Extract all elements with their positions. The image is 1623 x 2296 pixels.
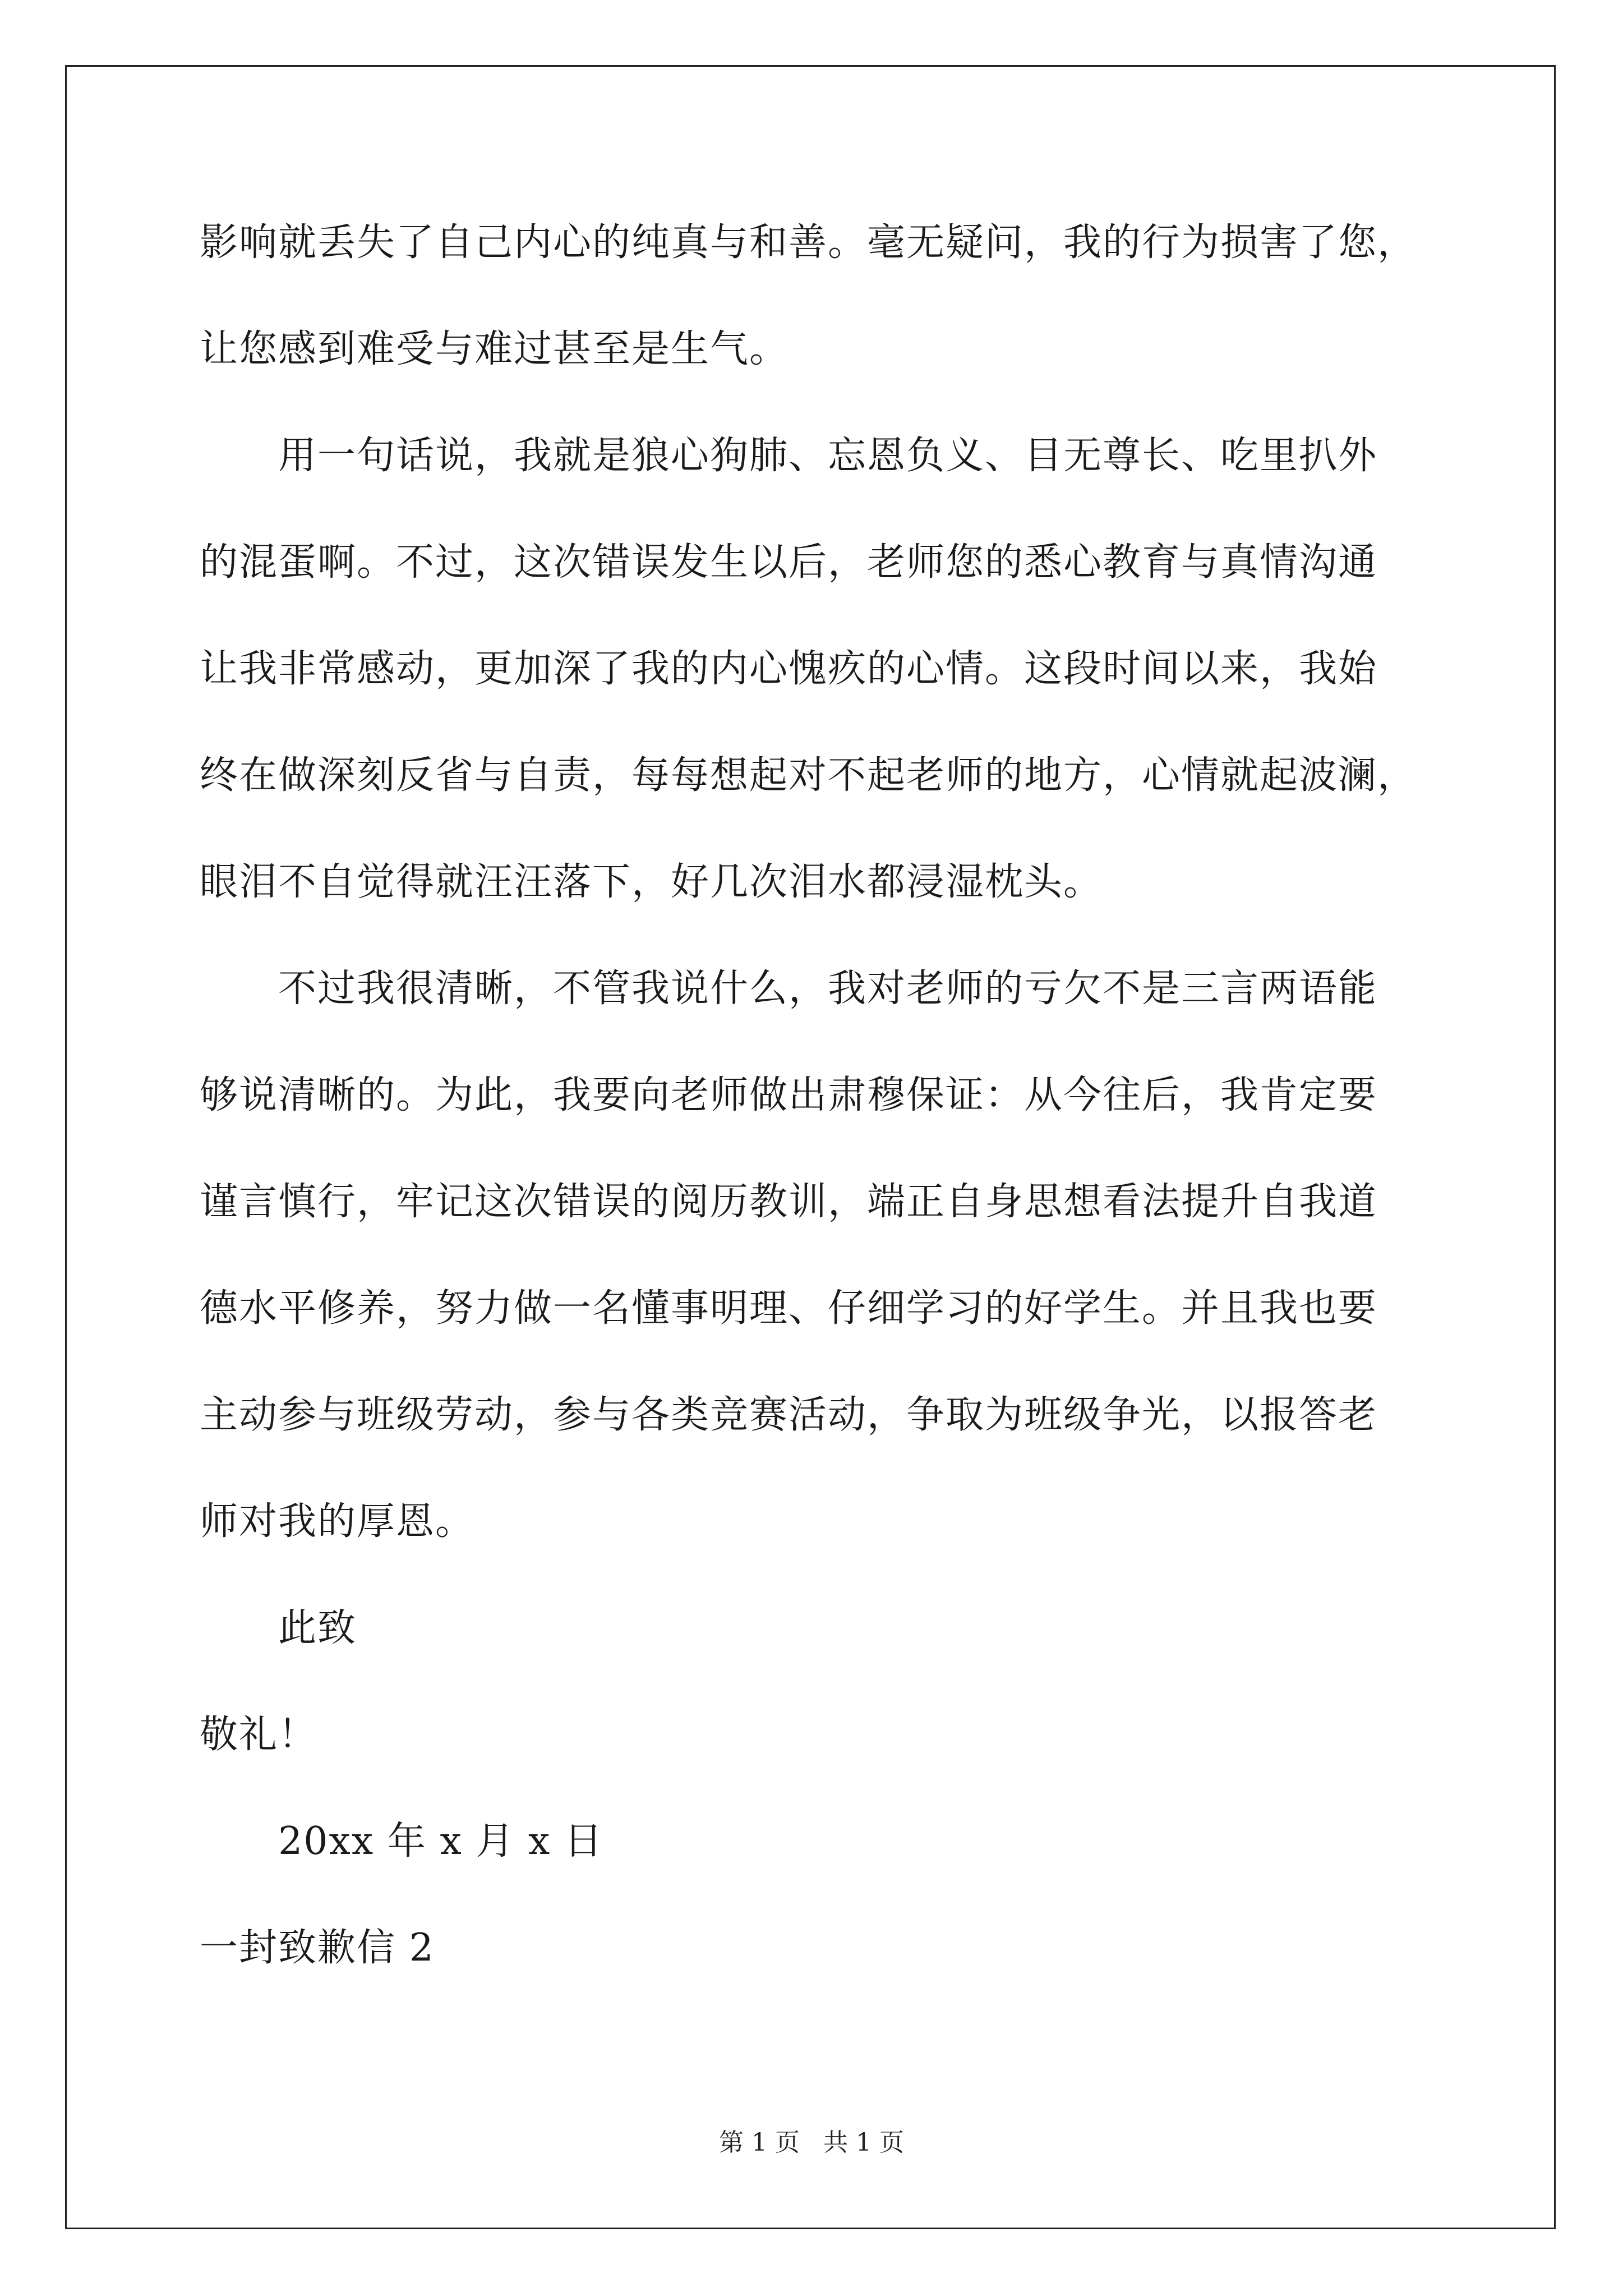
page-number-footer: 第 1 页 共 1 页 xyxy=(719,2128,904,2157)
text-line: 不过我很清晰，不管我说什么，我对老师的亏欠不是三言两语能 xyxy=(278,967,1378,1011)
text-line: 够说清晰的。为此，我要向老师做出肃穆保证：从今往后，我肯定要 xyxy=(200,1073,1378,1117)
section-heading: 一封致歉信 2 xyxy=(200,1926,435,1970)
closing-regards: 敬礼！ xyxy=(200,1713,318,1757)
text-line: 师对我的厚恩。 xyxy=(200,1499,475,1544)
text-line: 谨言慎行，牢记这次错误的阅历教训，端正自身思想看法提升自我道 xyxy=(200,1180,1378,1224)
text-line: 德水平修养，努力做一名懂事明理、仔细学习的好学生。并且我也要 xyxy=(200,1286,1378,1331)
text-line: 眼泪不自觉得就汪汪落下，好几次泪水都浸湿枕头。 xyxy=(200,860,1103,904)
text-line: 的混蛋啊。不过，这次错误发生以后，老师您的悉心教育与真情沟通 xyxy=(200,540,1378,585)
document-body xyxy=(200,190,1490,2001)
letter-date: 20xx 年 x 月 x 日 xyxy=(278,1819,604,1864)
text-line: 影响就丢失了自己内心的纯真与和善。毫无疑问，我的行为损害了您， xyxy=(200,220,1417,265)
closing-salutation: 此致 xyxy=(278,1606,357,1650)
text-line: 用一句话说，我就是狼心狗肺、忘恩负义、目无尊长、吃里扒外 xyxy=(278,434,1378,478)
text-line: 主动参与班级劳动，参与各类竞赛活动，争取为班级争光，以报答老 xyxy=(200,1393,1378,1437)
text-line: 让我非常感动，更加深了我的内心愧疚的心情。这段时间以来，我始 xyxy=(200,647,1378,691)
text-line: 让您感到难受与难过甚至是生气。 xyxy=(200,327,789,371)
text-line: 终在做深刻反省与自责，每每想起对不起老师的地方，心情就起波澜， xyxy=(200,753,1417,798)
